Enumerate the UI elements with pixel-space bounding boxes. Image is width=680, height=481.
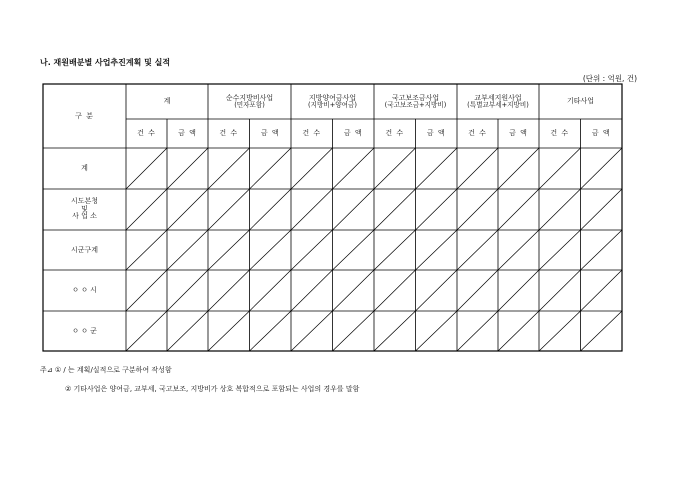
- group-header-sublabel: (특별교부세+지방비): [467, 100, 529, 109]
- group-header-local: [208, 84, 291, 119]
- cell-diagonal: [416, 311, 458, 351]
- cell-diagonal: [291, 311, 333, 351]
- group-header-sublabel: (지방비+양여금): [308, 100, 357, 109]
- cell-diagonal: [126, 189, 167, 230]
- subheader-count: 건 수: [550, 129, 570, 138]
- group-header-label: 순수지방비사업: [225, 93, 274, 102]
- cell-diagonal: [498, 148, 539, 189]
- row-label-text: 시도본청: [70, 197, 99, 206]
- subheader-amount: 금 액: [426, 129, 446, 138]
- cell-diagonal: [250, 189, 292, 230]
- footnotes: [40, 361, 359, 399]
- cell-diagonal: [498, 270, 539, 311]
- group-header-label: 교부세지원사업: [474, 93, 522, 102]
- cell-diagonal: [250, 148, 292, 189]
- cell-diagonal: [374, 189, 416, 230]
- subheader-count: 건 수: [137, 129, 156, 138]
- cell-diagonal: [374, 270, 416, 311]
- row-label-city: [43, 270, 126, 311]
- group-header-transfer: [291, 84, 374, 119]
- group-header-label: 지방양여금사업: [308, 93, 357, 102]
- cell-diagonal: [416, 230, 458, 270]
- row-label-text: 사 업 소: [72, 212, 97, 221]
- group-header-total: [126, 84, 208, 119]
- cell-diagonal: [498, 189, 539, 230]
- cell-diagonal: [250, 230, 292, 270]
- subheader-amount: 금 액: [591, 129, 611, 138]
- cell-diagonal: [167, 148, 208, 189]
- subheader-amount: 금 액: [178, 129, 197, 138]
- cell-diagonal: [581, 230, 623, 270]
- subheader-count: 건 수: [385, 129, 405, 138]
- cell-diagonal: [333, 270, 375, 311]
- cell-diagonal: [539, 148, 581, 189]
- cell-diagonal: [167, 270, 208, 311]
- cell-diagonal: [208, 189, 250, 230]
- row-label-text: ㅇ ㅇ 시: [72, 286, 97, 295]
- cell-diagonal: [539, 270, 581, 311]
- subheader-amount: 금 액: [343, 129, 363, 138]
- cell-diagonal: [250, 270, 292, 311]
- cell-diagonal: [167, 189, 208, 230]
- row-label-text: 계: [81, 164, 88, 173]
- unit-label: (단위 : 억원, 건): [582, 74, 637, 83]
- cell-diagonal: [457, 270, 498, 311]
- cell-diagonal: [333, 311, 375, 351]
- row-label-province: [43, 189, 126, 230]
- cell-diagonal: [416, 189, 458, 230]
- cell-diagonal: [333, 189, 375, 230]
- row-label-text: 시군구계: [70, 245, 99, 254]
- row-label-text: 및: [81, 204, 88, 213]
- cell-diagonal: [498, 230, 539, 270]
- subheader-amount: 금 액: [509, 129, 528, 138]
- cell-diagonal: [457, 311, 498, 351]
- group-header-other: [539, 84, 622, 119]
- cell-diagonal: [291, 230, 333, 270]
- subheader-amount: 금 액: [260, 129, 280, 138]
- cell-diagonal: [208, 148, 250, 189]
- cell-diagonal: [539, 311, 581, 351]
- group-header-national: [374, 84, 457, 119]
- group-header-label: 국고보조금사업: [391, 93, 440, 102]
- group-header-grant: [457, 84, 539, 119]
- cell-diagonal: [539, 230, 581, 270]
- cell-diagonal: [126, 311, 167, 351]
- subheader-count: 건 수: [468, 129, 487, 138]
- cell-diagonal: [126, 270, 167, 311]
- footnote-line: ② 기타사업은 양여금, 교부세, 국고보조, 지방비가 상호 복합적으로 포함되는 사업의 경우를 말함: [65, 385, 360, 393]
- cell-diagonal: [498, 311, 539, 351]
- cell-diagonal: [208, 311, 250, 351]
- subheader-count: 건 수: [302, 129, 322, 138]
- group-header-sublabel: (민자포함): [234, 100, 265, 109]
- row-label-county: [43, 311, 126, 351]
- subheader-count: 건 수: [219, 129, 239, 138]
- cell-diagonal: [167, 230, 208, 270]
- cell-diagonal: [581, 189, 623, 230]
- cell-diagonal: [333, 230, 375, 270]
- cell-diagonal: [291, 148, 333, 189]
- cell-diagonal: [416, 270, 458, 311]
- row-header-label: 구 분: [75, 111, 94, 120]
- cell-diagonal: [167, 311, 208, 351]
- cell-diagonal: [374, 311, 416, 351]
- cell-diagonal: [457, 230, 498, 270]
- cell-diagonal: [374, 148, 416, 189]
- cell-diagonal: [250, 311, 292, 351]
- footnote-line: 주⊿ ① / 는 계획/실적으로 구분하여 작성함: [40, 366, 172, 374]
- page-title: 나. 재원배분별 사업추진계획 및 실적: [40, 58, 171, 67]
- cell-diagonal: [374, 230, 416, 270]
- row-label-municipal-total: [43, 230, 126, 270]
- cell-diagonal: [333, 148, 375, 189]
- group-header-label: 계: [163, 97, 171, 106]
- cell-diagonal: [291, 189, 333, 230]
- group-header-label: 기타사업: [566, 97, 595, 106]
- cell-diagonal: [581, 148, 623, 189]
- cell-diagonal: [208, 270, 250, 311]
- cell-diagonal: [126, 148, 167, 189]
- cell-diagonal: [208, 230, 250, 270]
- cell-diagonal: [457, 148, 498, 189]
- cell-diagonal: [291, 270, 333, 311]
- cell-diagonal: [539, 189, 581, 230]
- group-header-sublabel: (국고보조금+지방비): [384, 100, 447, 109]
- cell-diagonal: [457, 189, 498, 230]
- cell-diagonal: [126, 230, 167, 270]
- row-label-text: ㅇ ㅇ 군: [72, 326, 97, 335]
- cell-diagonal: [581, 270, 623, 311]
- row-label-total: [43, 148, 126, 189]
- cell-diagonal: [416, 148, 458, 189]
- cell-diagonal: [581, 311, 623, 351]
